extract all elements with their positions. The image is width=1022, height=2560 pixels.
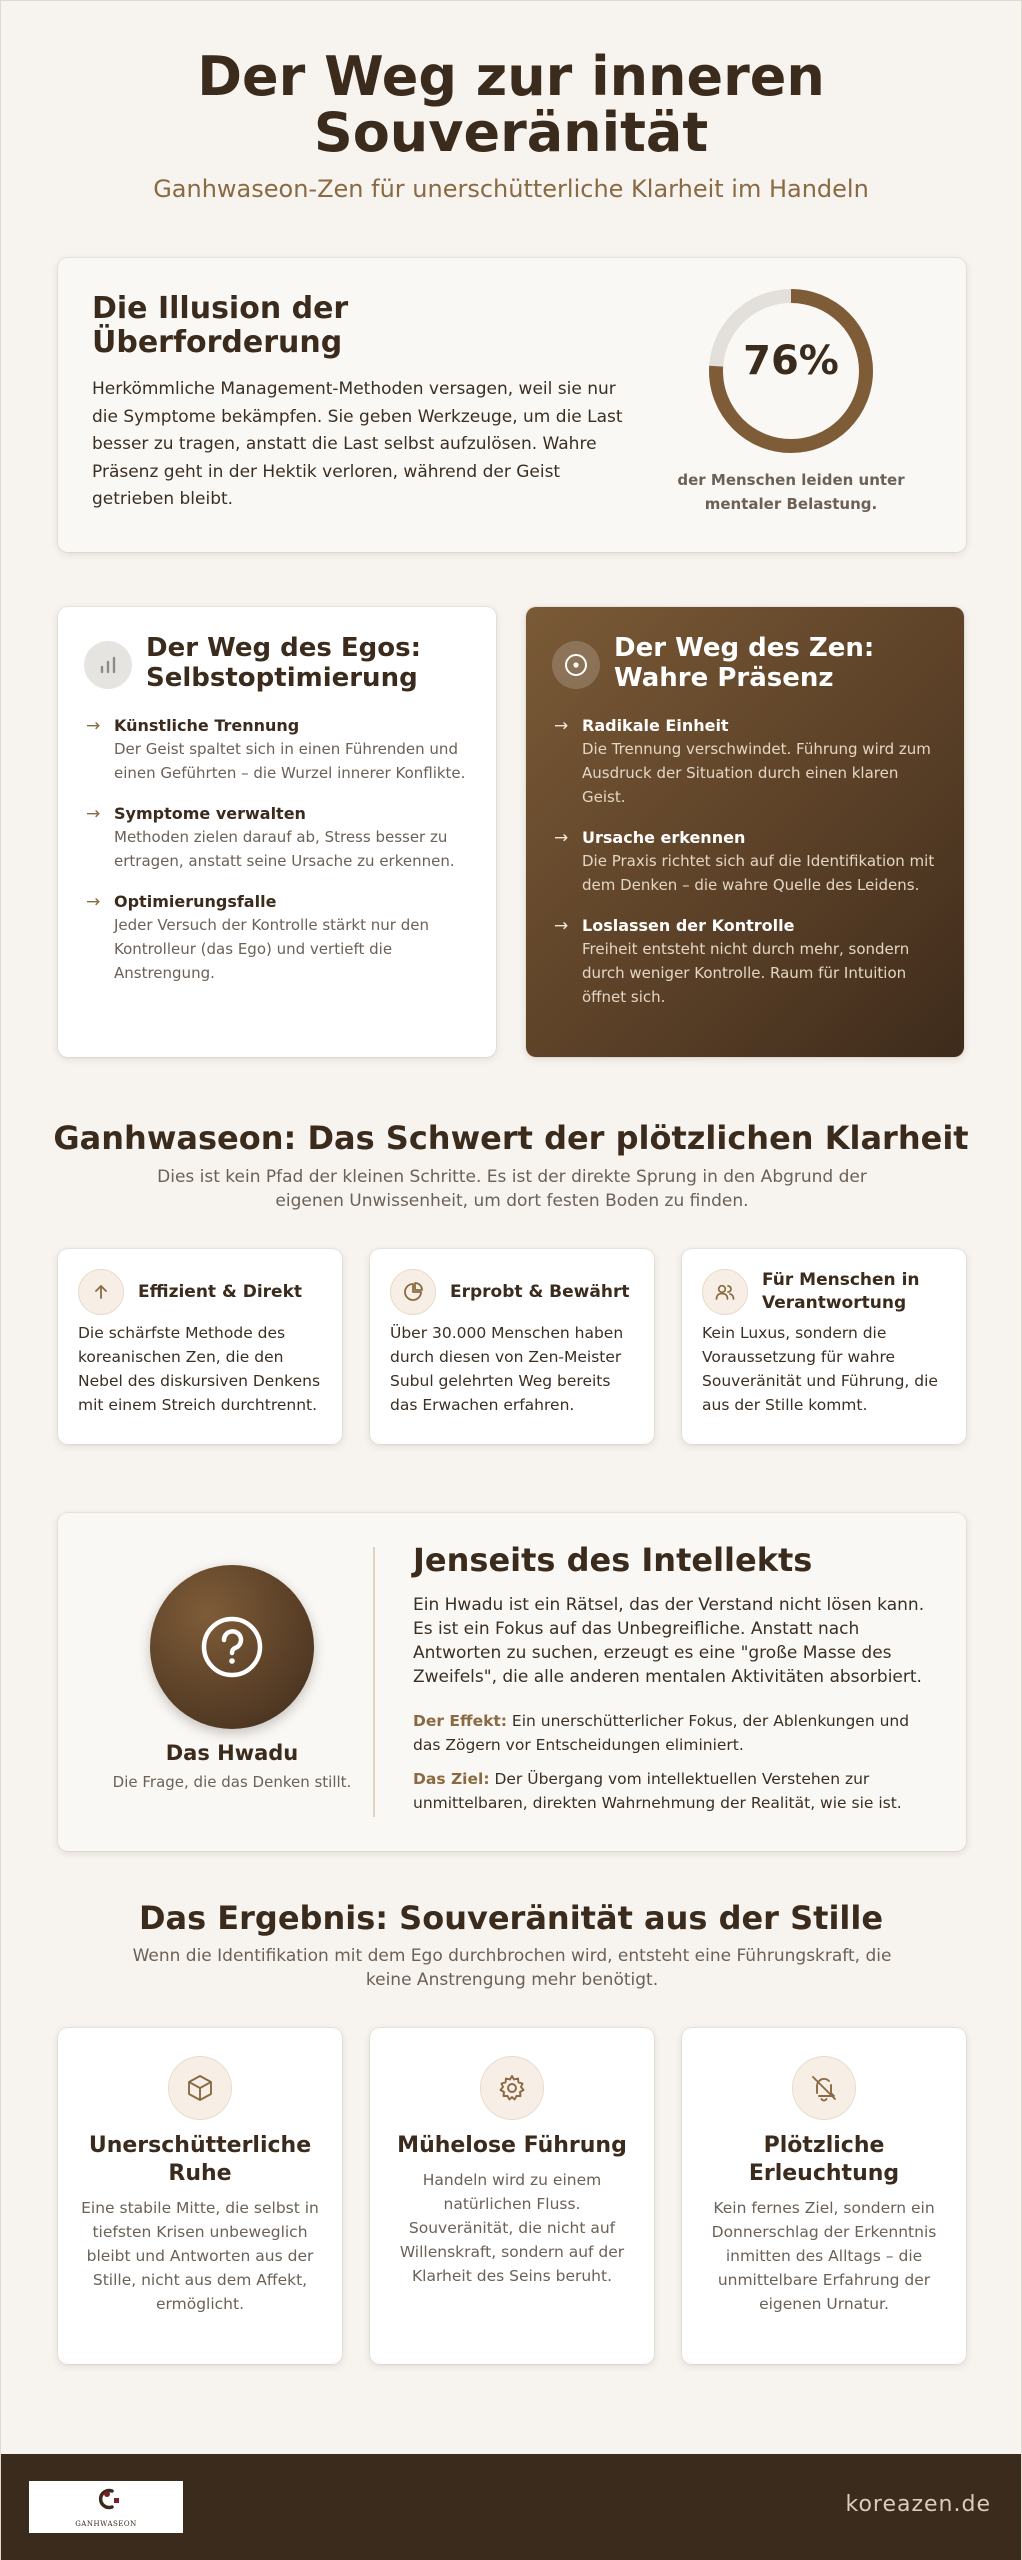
result-card-title: Plötzliche Erleuchtung	[748, 2133, 900, 2186]
result-card-3	[682, 2028, 966, 2364]
feature-card-3	[682, 1249, 966, 1444]
logo-text: GANHWASEON	[75, 2520, 137, 2528]
arrow-right-icon: →	[86, 804, 101, 824]
zen-card	[526, 607, 964, 1057]
illusion-title: Die Illusion der Überforderung	[92, 291, 349, 360]
arrow-up-icon	[78, 1269, 124, 1315]
list-item	[554, 715, 944, 809]
hwadu-card	[58, 1513, 966, 1851]
page-title: Der Weg zur inneren Souveränität	[197, 45, 825, 164]
arrow-right-icon: →	[86, 716, 101, 736]
brand-logo[interactable]	[29, 2481, 183, 2533]
item-title: Loslassen der Kontrolle	[582, 916, 795, 935]
item-text: Der Geist spaltet sich in einen Führenden und einen Geführten – die Wurzel innerer Konflikte.	[114, 740, 466, 782]
hwadu-caption: Die Frage, die das Denken stillt.	[112, 1773, 352, 1791]
pie-chart-icon	[390, 1269, 436, 1315]
item-title: Optimierungsfalle	[114, 892, 277, 911]
effect-text: Ein unerschütterlicher Fokus, der Ablenkungen und das Zögern vor Entscheidungen eliminiert.	[413, 1712, 910, 1754]
result-card-2	[370, 2028, 654, 2364]
result-card-text: Handeln wird zu einem natürlichen Fluss. Souveränität, die nicht auf Willenskraft, sondern auf der Klarheit des Seins beruht.	[399, 2171, 625, 2285]
illusion-card	[58, 258, 966, 552]
ego-title: Der Weg des Egos: Selbstoptimierung	[146, 633, 422, 693]
feature-card-2	[370, 1249, 654, 1444]
hwadu-text: Ein Hwadu ist ein Rätsel, das der Verstand nicht lösen kann. Es ist ein Fokus auf das Unbegreifliche. Anstatt nach Antworten zu suchen, erzeugt es eine "große Masse des Zweifels", die alle anderen mentalen Aktivitäten absorbiert.	[413, 1595, 925, 1687]
item-text: Die Praxis richtet sich auf die Identifikation mit dem Denken – die wahre Quelle des Leidens.	[582, 852, 935, 894]
item-title: Symptome verwalten	[114, 804, 306, 823]
feature-text: Kein Luxus, sondern die Voraussetzung für wahre Souveränität und Führung, die aus der Stille kommt.	[702, 1324, 938, 1414]
result-title: Das Ergebnis: Souveränität aus der Stille	[138, 1899, 884, 1937]
hwadu-effect	[413, 1709, 933, 1757]
ego-card	[58, 607, 496, 1057]
feature-text: Die schärfste Methode des koreanischen Zen, die den Nebel des diskursiven Denkens mit einem Streich durchtrennt.	[78, 1324, 321, 1414]
item-text: Freiheit entsteht nicht durch mehr, sondern durch weniger Kontrolle. Raum für Intuition öffnet sich.	[582, 940, 910, 1006]
zen-list	[554, 715, 944, 1027]
question-icon	[150, 1565, 314, 1729]
site-link[interactable]: koreazen.de	[845, 2492, 991, 2517]
bell-off-icon	[792, 2056, 856, 2120]
arrow-right-icon: →	[554, 828, 569, 848]
item-title: Künstliche Trennung	[114, 716, 300, 735]
hwadu-goal	[413, 1767, 933, 1815]
divider	[373, 1547, 375, 1817]
arrow-right-icon: →	[554, 716, 569, 736]
item-text: Jeder Versuch der Kontrolle stärkt nur den Kontrolleur (das Ego) und vertieft die Anstrengung.	[114, 916, 429, 982]
item-text: Die Trennung verschwindet. Führung wird zum Ausdruck der Situation durch einen klaren Geist.	[582, 740, 931, 806]
feature-title: Effizient & Direkt	[138, 1281, 302, 1302]
list-item	[86, 891, 476, 985]
ego-list	[86, 715, 476, 1003]
target-icon	[552, 641, 600, 689]
list-item	[554, 827, 944, 897]
result-card-title: Mühelose Führung	[397, 2133, 627, 2158]
result-text: Wenn die Identifikation mit dem Ego durchbrochen wird, entsteht eine Führungskraft, die keine Anstrengung mehr benötigt.	[132, 1946, 892, 1990]
result-card-text: Kein fernes Ziel, sondern ein Donnerschlag der Erkenntnis inmitten des Alltags – die unmittelbare Erfahrung der eigenen Urnatur.	[711, 2199, 937, 2313]
footer	[1, 2454, 1021, 2560]
bar-chart-icon	[84, 641, 132, 689]
feature-card-1	[58, 1249, 342, 1444]
hwadu-name: Das Hwadu	[165, 1741, 299, 1765]
hwadu-title: Jenseits des Intellekts	[413, 1541, 813, 1579]
effect-label: Der Effekt:	[413, 1712, 507, 1730]
item-title: Radikale Einheit	[582, 716, 729, 735]
list-item	[86, 803, 476, 873]
illusion-text: Herkömmliche Management-Methoden versagen, weil sie nur die Symptome bekämpfen. Sie geben Werkzeuge, um die Last besser zu tragen, anstatt die Last selbst aufzulösen. Wahre Präsenz geht in der Hektik verloren, während der Geist getrieben bleibt.	[92, 379, 623, 509]
gear-icon	[480, 2056, 544, 2120]
users-icon	[702, 1269, 748, 1315]
list-item	[86, 715, 476, 785]
result-card-title: Unerschütterliche Ruhe	[88, 2133, 312, 2186]
goal-label: Das Ziel:	[413, 1770, 490, 1788]
feature-text: Über 30.000 Menschen haben durch diesen von Zen-Meister Subul gelehrten Weg bereits das Erwachen erfahren.	[390, 1324, 624, 1414]
item-text: Methoden zielen darauf ab, Stress besser zu ertragen, anstatt seine Ursache zu erkennen.	[114, 828, 455, 870]
page-subtitle: Ganhwaseon-Zen für unerschütterliche Klarheit im Handeln	[153, 175, 869, 203]
feature-title: Erprobt & Bewährt	[450, 1281, 630, 1302]
goal-text: Der Übergang vom intellektuellen Verstehen zur unmittelbaren, direkten Wahrnehmung der Realität, wie sie ist.	[413, 1770, 902, 1812]
logo-mark	[29, 2481, 183, 2521]
stat-value: 76%	[743, 338, 839, 384]
item-title: Ursache erkennen	[582, 828, 746, 847]
sword-text: Dies ist kein Pfad der kleinen Schritte. Es ist der direkte Sprung in den Abgrund der eigenen Unwissenheit, um dort festen Boden zu finden.	[157, 1167, 867, 1211]
list-item	[554, 915, 944, 1009]
sword-title: Ganhwaseon: Das Schwert der plötzlichen Klarheit	[53, 1119, 969, 1157]
arrow-right-icon: →	[554, 916, 569, 936]
feature-title: Für Menschen in Verantwortung	[762, 1270, 920, 1313]
box-icon	[168, 2056, 232, 2120]
hero	[1, 45, 1021, 203]
zen-title: Der Weg des Zen: Wahre Präsenz	[614, 633, 875, 693]
result-card-text: Eine stabile Mitte, die selbst in tiefsten Krisen unbeweglich bleibt und Antworten aus der Stille, nicht aus dem Affekt, ermöglicht.	[81, 2199, 319, 2313]
arrow-right-icon: →	[86, 892, 101, 912]
stat-caption: der Menschen leiden unter mentaler Belastung.	[677, 471, 905, 513]
result-card-1	[58, 2028, 342, 2364]
